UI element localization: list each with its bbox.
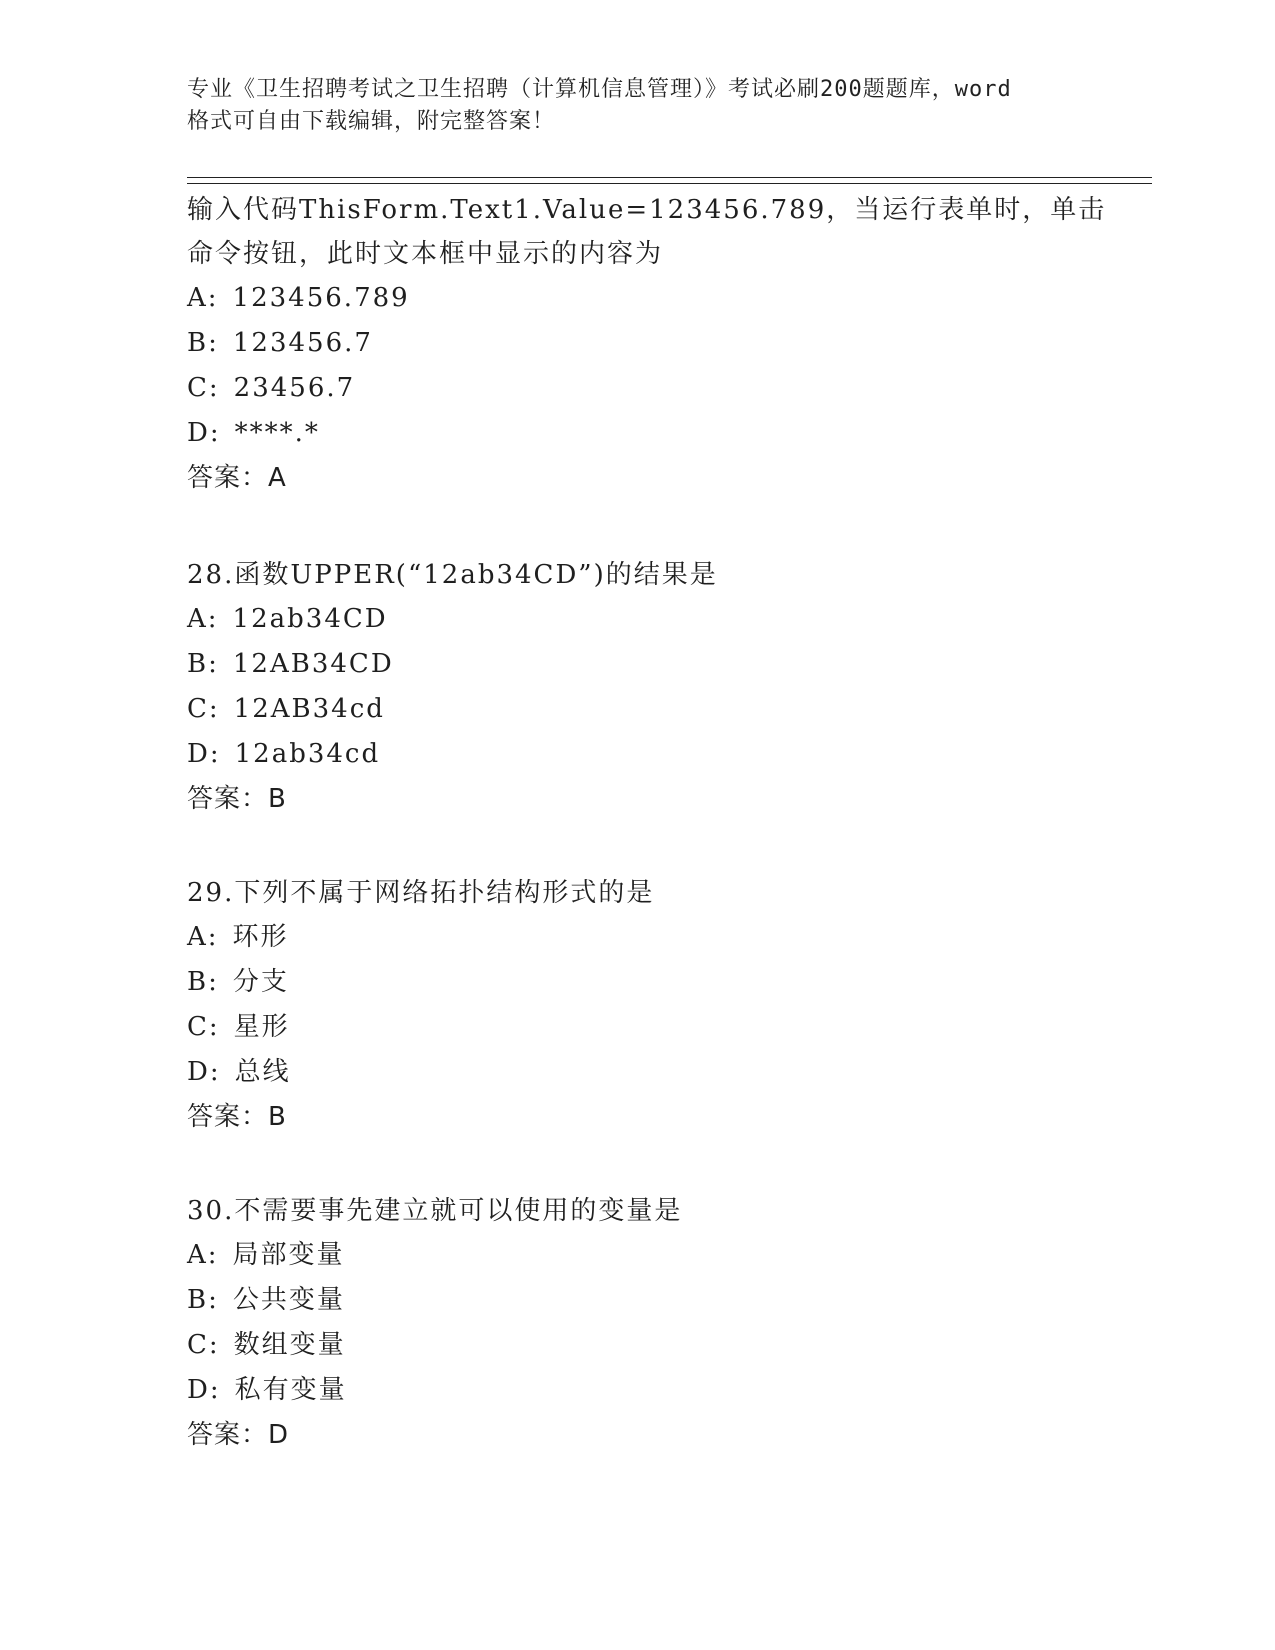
option-c: C: 数组变量 bbox=[187, 1330, 346, 1360]
question-28 bbox=[187, 553, 1127, 821]
question-27 bbox=[187, 188, 1127, 500]
option-c: C: 12AB34cd bbox=[187, 694, 385, 724]
header-title-line-2: 格式可自由下载编辑，附完整答案！ bbox=[187, 109, 556, 134]
option-a: A: 环形 bbox=[187, 922, 289, 952]
header-divider-top bbox=[187, 177, 1152, 178]
option-c: C: 23456.7 bbox=[187, 373, 356, 403]
option-d: D: 12ab34cd bbox=[187, 739, 381, 769]
option-a: A: 12ab34CD bbox=[187, 604, 388, 634]
option-a: A: 局部变量 bbox=[187, 1240, 345, 1270]
option-b: B: 公共变量 bbox=[187, 1285, 345, 1315]
answer-line: 答案：B bbox=[187, 784, 287, 814]
question-stem: 28.函数UPPER(“12ab34CD”)的结果是 bbox=[187, 560, 718, 590]
option-b: B: 123456.7 bbox=[187, 328, 373, 358]
answer-line: 答案：A bbox=[187, 463, 287, 493]
answer-line: 答案：B bbox=[187, 1102, 287, 1132]
option-c: C: 星形 bbox=[187, 1012, 290, 1042]
header-title-line-1: 专业《卫生招聘考试之卫生招聘（计算机信息管理）》考试必刷200题题库，word bbox=[187, 77, 1012, 102]
option-b: B: 分支 bbox=[187, 967, 289, 997]
answer-line: 答案：D bbox=[187, 1420, 290, 1450]
option-d: D: 总线 bbox=[187, 1057, 291, 1087]
question-stem: 输入代码ThisForm.Text1.Value=123456.789，当运行表单时，单击命令按钮，此时文本框中显示的内容为 bbox=[187, 195, 1107, 269]
option-d: D: 私有变量 bbox=[187, 1375, 347, 1405]
question-29 bbox=[187, 871, 1127, 1139]
document-header bbox=[187, 74, 1087, 138]
question-30 bbox=[187, 1189, 1127, 1457]
option-d: D: ****.* bbox=[187, 418, 320, 448]
header-divider-bottom bbox=[187, 183, 1152, 184]
option-a: A: 123456.789 bbox=[187, 283, 410, 313]
question-stem: 29.下列不属于网络拓扑结构形式的是 bbox=[187, 878, 655, 908]
question-stem: 30.不需要事先建立就可以使用的变量是 bbox=[187, 1196, 683, 1226]
option-b: B: 12AB34CD bbox=[187, 649, 394, 679]
